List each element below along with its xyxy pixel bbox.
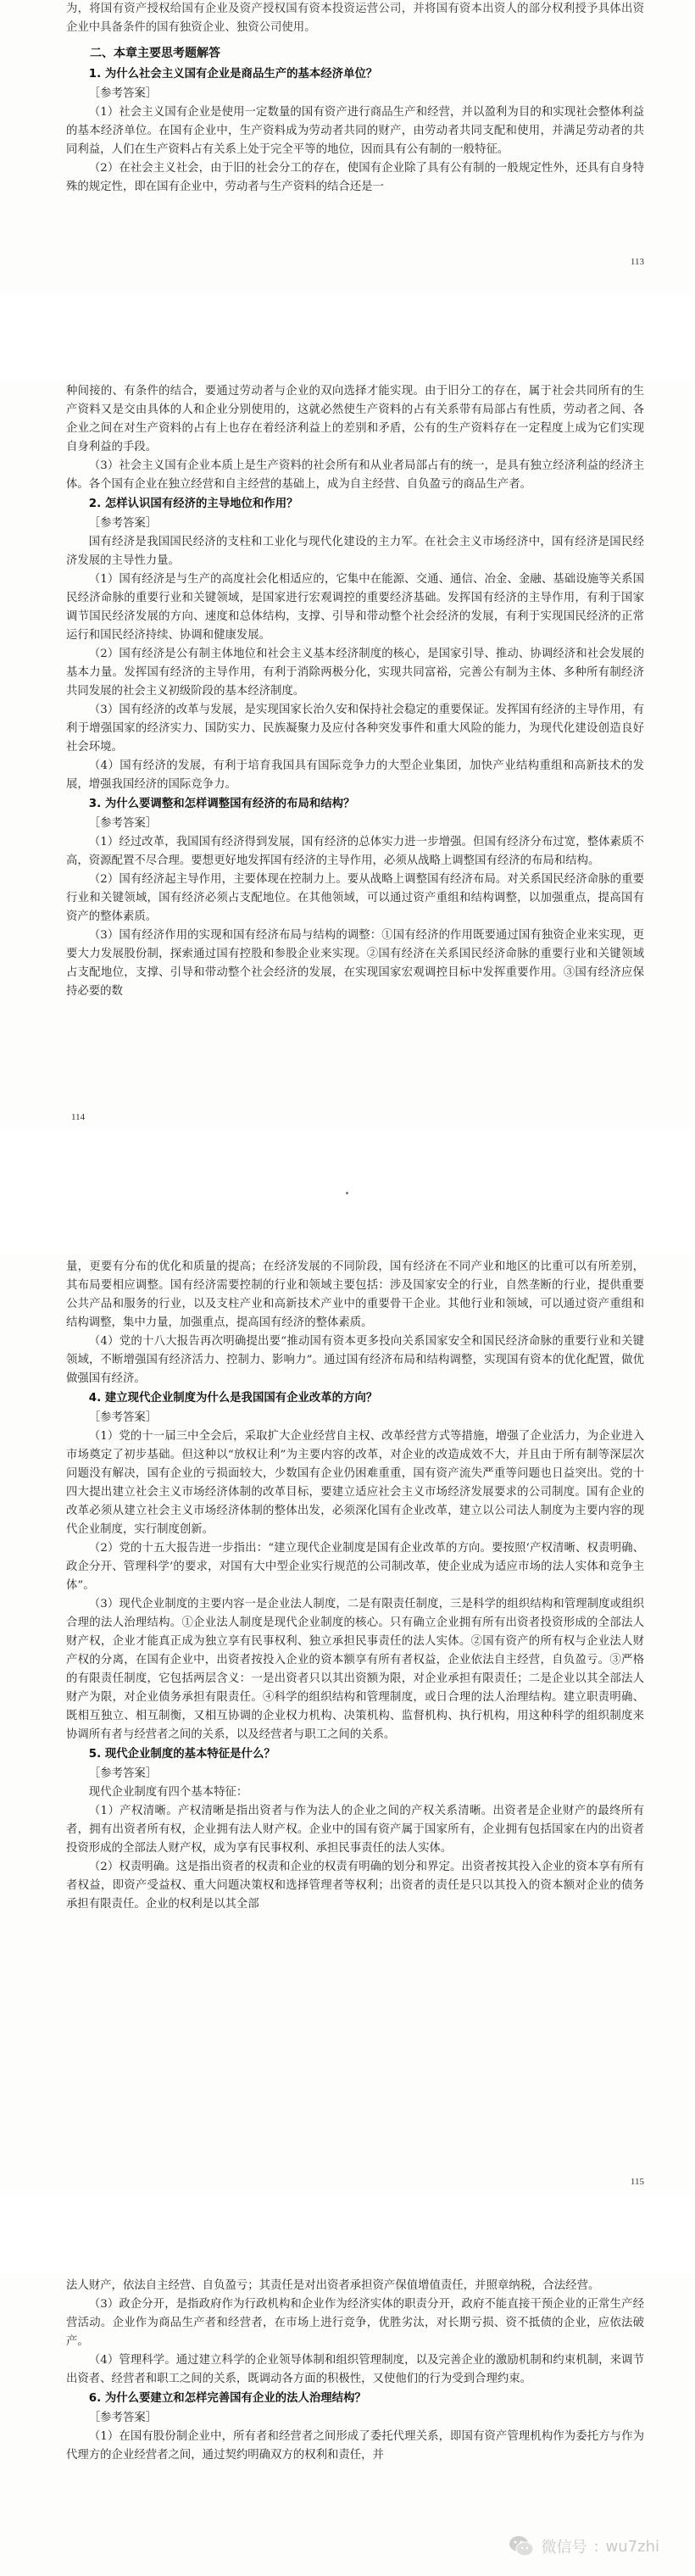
wechat-icon — [509, 2535, 534, 2557]
page-number: 114 — [71, 1112, 86, 1122]
paragraph: （1）经过改革，我国国有经济得到发展，国有经济的总体实力进一步增强。但国有经济分布过宽，整体素质不高，资源配置不尽合理。要想更好地发挥国有经济的主导作用，必须从战略上调整国有经济的布局和结构。 — [66, 836, 644, 867]
paragraph: （4）管理科学。通过建立科学的企业领导体制和组织管理制度，以及完善企业的激励机制和约束机制，来调节出资者、经营者和职工之间的关系，既调动各方面的积极性，又使他们的行为受到合理约束。 — [66, 2354, 644, 2385]
paragraph: （1）党的十一届三中全会后，采取扩大企业经营自主权、改革经营方式等措施，增强了企业活力，为企业进入市场奠定了初步基础。但这种以“放权让利”为主要内容的改革，对企业的改造成效不大，并且由于所有制等深层次问题没有解决，国有企业的亏损面较大，少数国有企业仍困难重重，国有资产流失严重等问题也日益突出。党的十四大提出建立社会主义市场经济体制的改革目标，要建立适应社会主义市场经济发展要求的公司制度。国有企业的改革必须从建立社会主义市场经济体制的整体出发，必须深化国有企业改革，建立以公司法人制度为主要内容的现代企业制度，实行制度创新。 — [66, 1430, 644, 1536]
paragraph: （2）党的十五大报告进一步指出：“建立现代企业制度是国有企业改革的方向。要按照‘产权清晰、权责明确、政企分开、管理科学’的要求，对国有大中型企业实行规范的公司制改革，使企业成为适应市场的法人实体和竞争主体”。 — [66, 1542, 644, 1592]
question-3: 3. 为什么要调整和怎样调整国有经济的布局和结构？ — [88, 798, 355, 810]
page-116 — [0, 2273, 695, 2576]
paragraph: 量，更要有分布的优化和质量的提高；在经济发展的不同阶段，国有经济在不同产业和地区的比重可以有所差别，其布局要相应调整。国有经济需要控制的行业和领域主要包括：涉及国家安全的行业，自然垄断的行业，提供重要公共产品和服务的行业，以及支柱产业和高新技术产业中的重要骨干企业。其他行业和领域，可以通过资产重组和结构调整，集中力量，加强重点，提高国有经济的整体素质。 — [66, 1260, 644, 1329]
paragraph: （1）国有经济是与生产的高度社会化相适应的，它集中在能源、交通、通信、冶金、金融、基础设施等关系国民经济命脉的重要行业和关键领域，是国家进行宏观调控的重要经济基础。发挥国有经济的主导作用，有利于国家调节国民经济发展的方向、速度和总体结构，支撑、引导和带动整个社会经济的发展，有利于实现国民经济的正常运行和国民经济持续、协调和健康发展。 — [66, 573, 644, 642]
page-115 — [0, 1255, 695, 2195]
question-6: 6. 为什么要建立和怎样完善国有企业的法人治理结构？ — [88, 2392, 366, 2405]
paragraph: （3）国有经济作用的实现和国有经济布局与结构的调整：①国有经济的作用既要通过国有独资企业来实现，更要大力发展股份制，探索通过国有控股和参股企业来实现。②国有经济在关系国民经济命脉的重要行业和关键领域占支配地位，支撑、引导和带动整个社会经济的发展，在实现国家宏观调控目标中发挥重要作用。③国有经济应保持必要的数 — [66, 929, 644, 998]
reference-answer-label: ［参考答案］ — [88, 87, 158, 100]
reference-answer-label: ［参考答案］ — [88, 517, 158, 530]
section-title: 二、本章主要思考题解答 — [90, 47, 220, 60]
watermark-label: 微信号 — [541, 2539, 587, 2557]
paragraph: （3）国有经济的改革与发展，是实现国家长治久安和保持社会稳定的重要保证。发挥国有经济的主导作用，有利于增强国家的经济实力、国防实力、民族凝聚力及应付各种突发事件和重大风险的能力，为现代化建设创造良好社会环境。 — [66, 704, 644, 754]
paragraph: （2）国有经济是公有制主体地位和社会主义基本经济制度的核心，是国家引导、推动、协调经济和社会发展的基本力量。发挥国有经济的主导作用，有利于消除两极分化，实现共同富裕，完善公有制为主体、多种所有制经济共同发展的社会主义初级阶段的基本经济制度。 — [66, 648, 644, 698]
intro-paragraph: 为，将国有资产授权给国有企业及资产授权国有资本投资运营公司，并将国有资本出资人的部分权利授予具体出资企业中具备条件的国有独资企业、独资公司使用。 — [66, 3, 644, 34]
question-2: 2. 怎样认识国有经济的主导地位和作用？ — [88, 498, 298, 510]
reference-answer-label: ［参考答案］ — [88, 1411, 158, 1424]
paragraph: （4）国有经济的发展，有利于培育我国具有国际竞争力的大型企业集团，加快产业结构重组和高新技术的发展，增强我国经济的国际竞争力。 — [66, 759, 644, 791]
paragraph: 法人财产，依法自主经营、自负盈亏；其责任是对出资者承担资产保值增值责任，并照章纳税，合法经营。 — [66, 2279, 600, 2292]
paragraph: （1）产权清晰。产权清晰是指出资者与作为法人的企业之间的产权关系清晰。出资者是企业财产的最终所有者，拥有出资者所有权，企业拥有法人财产权。企业中的国有资产属于国家所有，企业拥有包括国家在内的出资者投资形成的全部法人财产权，成为享有民事权利、承担民事责任的法人实体。 — [66, 1805, 644, 1855]
paragraph: （1）在国有股份制企业中，所有者和经营者之间形成了委托代理关系，即国有资产管理机构作为委托方与作为代理方的企业经营者之间，通过契约明确双方的权利和责任，并 — [66, 2430, 644, 2462]
watermark-id: wu7zhi — [605, 2537, 659, 2556]
page-gap — [0, 1129, 695, 1255]
paragraph: （2）国有经济起主导作用，主要体现在控制力上。要从战略上调整国有经济布局。对关系国民经济命脉的重要行业和关键领域，国有经济必须占支配地位。在其他领域，可以通过资产重组和结构调整，以加强重点，提高国有资产的整体素质。 — [66, 873, 644, 923]
paragraph: （1）社会主义国有企业是使用一定数量的国有资产进行商品生产和经营，并以盈利为目的和实现社会整体利益的基本经济单位。在国有企业中，生产资料成为劳动者共同的财产，由劳动者共同支配和使用，并满足劳动者的共同利益，人们在生产资料占有关系上处于完全平等的地位，因而具有公有制的一般特征。 — [66, 106, 644, 156]
paragraph: （3）现代企业制度的主要内容一是企业法人制度，二是有限责任制度，三是科学的组织结构和管理制度或组织合理的法人治理结构。①企业法人制度是现代企业制度的核心。只有确立企业拥有所有出资者投资形成的全部法人财产权，企业才能真正成为独立享有民事权利、独立承担民事责任的法人实体。②国有资产的所有权与企业法人财产权的分离，在国有企业中，出资者按投入企业的资本额享有所有者权益，企业依法自主经营，自负盈亏。③严格的有限责任制度，它包括两层含义：一是出资者只以其出资额为限，对企业承担有限责任；二是企业以其全部法人财产为限，对企业债务承担有限责任。④科学的组织结构和管理制度，或日合理的法人治理结构。建立职责明确、既相互独立、相互制衡，又相互协调的企业权力机构、决策机构、监督机构、执行机构，用这种科学的组织制度来协调所有者与经营者之间的关系，以及经营者与职工之间的关系。 — [66, 1598, 644, 1741]
paragraph: （3）社会主义国有企业本质上是生产资料的社会所有和从业者局部占有的统一，是具有独立经济利益的经济主体。各个国有企业在独立经营和自主经营的基础上，成为自主经营、自负盈亏的商品生产者。 — [66, 459, 644, 491]
paragraph: （3）政企分开，是指政府作为行政机构和企业作为经济实体的职责分开，政府不能直接干预企业的正常生产经营活动。企业作为商品生产者和经营者，在市场上进行竞争，优胜劣汰，对长期亏损、资不抵债的企业，应依法破产。 — [66, 2298, 644, 2348]
paragraph: （4）党的十八大报告再次明确提出要“推动国有资本更多投向关系国家安全和国民经济命脉的重要行业和关键领域，不断增强国有经济活力、控制力、影响力”。通过国有经济布局和结构调整，实现国有资本的优化配置，做优做强国有经济。 — [66, 1335, 644, 1385]
paragraph: 种间接的、有条件的结合，要通过劳动者与企业的双向选择才能实现。由于旧分工的存在，属于社会共同所有的生产资料又是交由具体的人和企业分别使用的，这就必然使生产资料的占有关系带有局部占有性质，劳动者之间、各企业之间在对生产资料的占有上也存在着经济利益上的差别和矛盾，公有的生产资料存在一定程度上成为它们实现自身利益的手段。 — [66, 385, 644, 453]
page-gap — [0, 2195, 695, 2273]
reference-answer-label: ［参考答案］ — [88, 817, 158, 830]
stray-dot — [346, 1192, 348, 1194]
page-gap — [0, 294, 695, 379]
page-number: 113 — [630, 257, 644, 267]
page-number: 115 — [630, 2177, 644, 2187]
reference-answer-label: ［参考答案］ — [88, 2412, 158, 2424]
page-114 — [0, 379, 695, 1129]
paragraph: 现代企业制度有四个基本特征： — [88, 1786, 248, 1799]
question-5: 5. 现代企业制度的基本特征是什么？ — [88, 1748, 275, 1761]
page-113 — [0, 0, 695, 294]
watermark-separator: : — [593, 2537, 599, 2556]
wechat-watermark — [509, 2535, 659, 2557]
question-1: 1. 为什么社会主义国有企业是商品生产的基本经济单位？ — [88, 68, 378, 81]
question-4: 4. 建立现代企业制度为什么是我国国有企业改革的方向？ — [88, 1392, 378, 1405]
paragraph: 国有经济是我国国民经济的支柱和工业化与现代化建设的主力军。在社会主义市场经济中，国有经济是国民经济发展的主导性力量。 — [66, 536, 644, 567]
paragraph: （2）权责明确。这是指出资者的权责和企业的权责有明确的划分和界定。出资者按其投入企业的资本享有所有者权益，即资产受益权、重大问题决策权和选择管理者等权利；出资者的责任是只以其投入的资本额对企业的债务承担有限责任。企业的权利是以其全部 — [66, 1861, 644, 1911]
paragraph: （2）在社会主义社会，由于旧的社会分工的存在，使国有企业除了具有公有制的一般规定性外，还具有自身特殊的规定性，即在国有企业中，劳动者与生产资料的结合还是一 — [66, 162, 644, 193]
reference-answer-label: ［参考答案］ — [88, 1767, 158, 1780]
